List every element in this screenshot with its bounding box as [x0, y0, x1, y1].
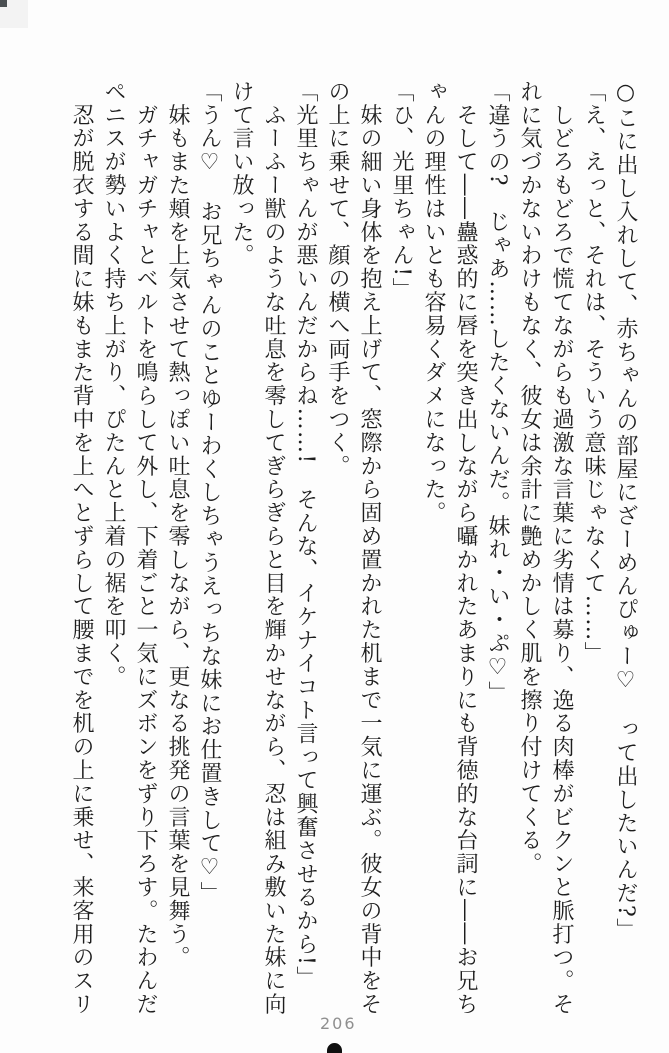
text-column: 妹の細い身体を抱え上げて、窓際から固め置かれた机まで一気に運ぶ。彼女の背中をそ — [357, 80, 382, 1016]
text-column: 妹もまた頬を上気させて熱っぽい吐息を零しながら、更なる挑発の言葉を見舞う。 — [165, 80, 190, 970]
page-number: 206 — [320, 1014, 357, 1033]
text-column: ゃんの理性はいとも容易くダメになった。 — [421, 80, 446, 525]
text-column: 「光里ちゃんが悪いんだからね……! そんな、イケナイコト言って興奮させるから!」 — [293, 80, 318, 990]
text-column: ふーふー獣のような吐息を零してぎらぎらと目を輝かせながら、忍は組み敷いた妹に向 — [261, 80, 286, 1016]
scan-artifact-corner-dot — [0, 0, 7, 7]
text-column: 「ひ、光里ちゃん!」 — [389, 80, 414, 301]
text-column: 「うん♡ お兄ちゃんのことゆーわくしちゃうえっちな妹にお仕置きして♡」 — [197, 80, 222, 905]
text-column: 「違うの? じゃあ……したくないんだ。妹れ・い・ぷ♡」 — [485, 80, 510, 705]
text-column: 「え、えっと、それは、そういう意味じゃなくて……」 — [581, 80, 606, 665]
text-column: しどろもどろで慌てながらも過激な言葉に劣情は募り、逸る肉棒がビクンと脈打つ。そ — [549, 80, 574, 1016]
text-column: ガチャガチャとベルトを鳴らして外し、下着ごと一気にズボンをずり下ろす。たわんだ — [133, 80, 158, 1016]
text-column: れに気づかないわけもなく、彼女は余計に艶めかしく肌を擦り付けてくる。 — [517, 80, 542, 876]
novel-page-text — [65, 80, 641, 1020]
text-column: けて言い放った。 — [229, 80, 254, 268]
text-column: そして――蠱惑的に唇を突き出しながら囁かれたあまりにも背徳的な台詞に――お兄ち — [453, 80, 478, 1016]
text-column: 忍が脱衣する間に妹もまた背中を上へとずらして腰までを机の上に乗せ、来客用のスリ — [69, 80, 94, 1016]
text-column: の上に乗せて、顔の横へ両手をつく。 — [325, 80, 350, 478]
text-column: ペニスが勢いよく持ち上がり、ぴたんと上着の裾を叩く。 — [101, 80, 126, 689]
scan-artifact-bottom — [327, 1043, 342, 1053]
text-column: ○こに出し入れして、赤ちゃんの部屋にざーめんぴゅー♡ って出したいんだ?」 — [613, 80, 638, 942]
